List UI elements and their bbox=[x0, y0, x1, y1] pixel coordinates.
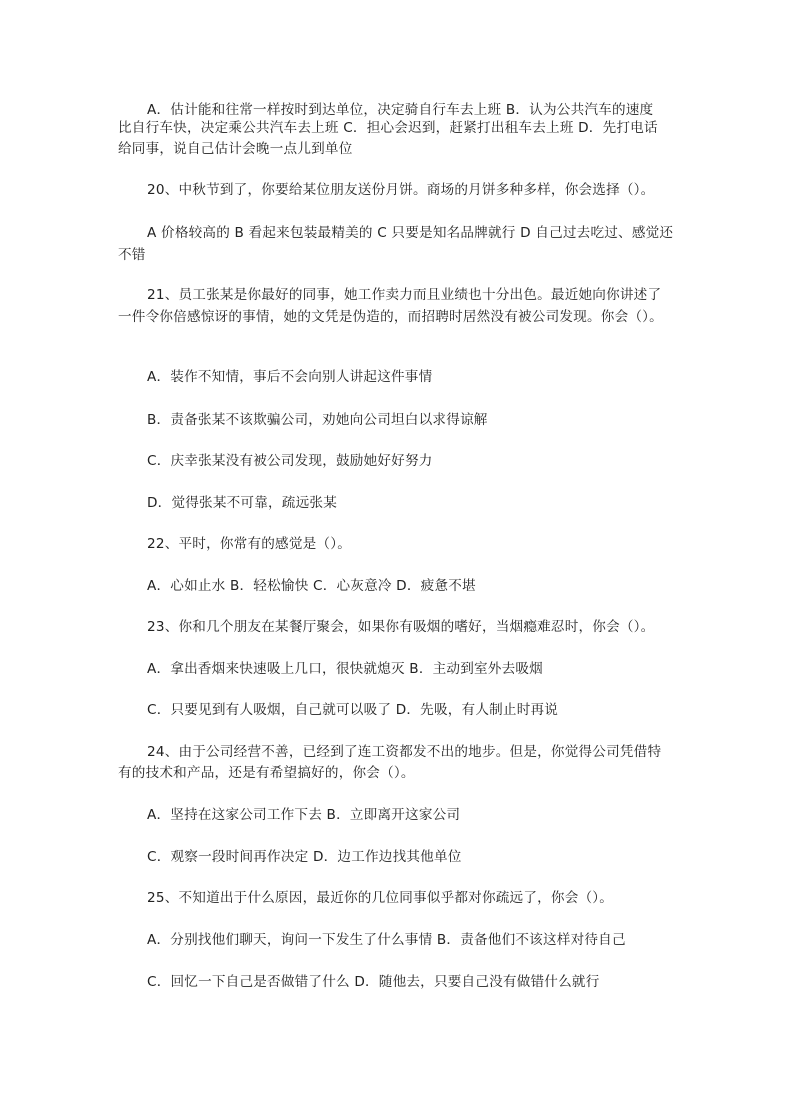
options-text: 给同事，说自己估计会晚一点儿到单位 bbox=[118, 141, 353, 157]
options-text: C．庆幸张某没有被公司发现，鼓励她好好努力 bbox=[147, 453, 433, 469]
options-text: 比自行车快，决定乘公共汽车去上班 C．担心会迟到，赶紧打出租车去上班 D．先打电话 bbox=[118, 120, 658, 136]
options-text: B．责备张某不该欺骗公司，劝她向公司坦白以求得谅解 bbox=[147, 412, 488, 428]
options-text: A．拿出香烟来快速吸上几口，很快就熄灭 B．主动到室外去吸烟 bbox=[147, 661, 543, 677]
options-text: C．只要见到有人吸烟，自己就可以吸了 D．先吸，有人制止时再说 bbox=[147, 702, 559, 718]
question-text: 22、平时，你常有的感觉是（）。 bbox=[147, 536, 352, 552]
options-text: A．估计能和往常一样按时到达单位，决定骑自行车去上班 B．认为公共汽车的速度 bbox=[147, 102, 654, 118]
options-text: 不错 bbox=[118, 247, 146, 263]
options-text: A．坚持在这家公司工作下去 B．立即离开这家公司 bbox=[147, 807, 461, 823]
question-text: 一件令你倍感惊讶的事情，她的文凭是伪造的，而招聘时居然没有被公司发现。你会（）。 bbox=[118, 309, 663, 325]
question-text: 25、不知道出于什么原因，最近你的几位同事似乎都对你疏远了，你会（）。 bbox=[147, 890, 614, 906]
options-text: A．装作不知情，事后不会向别人讲起这件事情 bbox=[147, 369, 433, 385]
options-text: A．分别找他们聊天，询问一下发生了什么事情 B．责备他们不该这样对待自己 bbox=[147, 932, 626, 948]
question-text: 23、你和几个朋友在某餐厅聚会，如果你有吸烟的嗜好，当烟瘾难忍时，你会（）。 bbox=[147, 619, 655, 635]
options-text: A．心如止水 B．轻松愉快 C．心灰意冷 D．疲惫不堪 bbox=[147, 578, 476, 594]
question-text: 21、员工张某是你最好的同事，她工作卖力而且业绩也十分出色。最近她向你讲述了 bbox=[147, 287, 662, 303]
question-text: 24、由于公司经营不善，已经到了连工资都发不出的地步。但是，你觉得公司凭借特 bbox=[147, 744, 662, 760]
options-text: C．回忆一下自己是否做错了什么 D．随他去，只要自己没有做错什么就行 bbox=[147, 974, 600, 990]
options-text: A 价格较高的 B 看起来包装最精美的 C 只要是知名品牌就行 D 自己过去吃过、感觉还 bbox=[147, 225, 674, 241]
options-text: D．觉得张某不可靠，疏远张某 bbox=[147, 495, 337, 511]
question-text: 20、中秋节到了，你要给某位朋友送份月饼。商场的月饼多种多样，你会选择（）。 bbox=[147, 182, 655, 198]
question-text: 有的技术和产品，还是有希望搞好的，你会（）。 bbox=[118, 765, 415, 781]
options-text: C．观察一段时间再作决定 D．边工作边找其他单位 bbox=[147, 849, 462, 865]
